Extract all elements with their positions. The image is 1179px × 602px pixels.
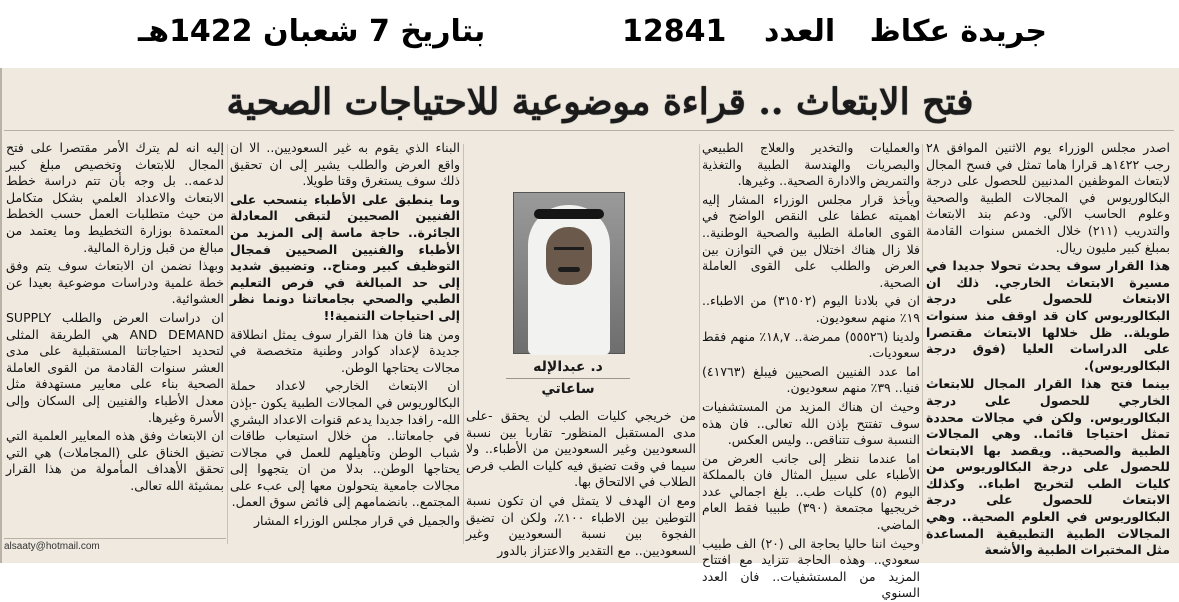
paragraph: ان الابتعاث وفق هذه المعايير العلمية التي تضيق الخناق على (المجاملات) هي التي تحقق الأهداف المأمولة من هذا القرار بمشيئة الله تعالى. [6, 428, 224, 493]
paragraph: من خريجي كليات الطب لن يحقق -على مدى المستقبل المنظور- تقاربا بين نسبة السعوديين وغير السعوديين من الأطباء.. ولا سيما في وقت تضيق فيه كليات الطب فرص الطلاب في الالتحاق بها. [466, 408, 696, 490]
paragraph: وبهذا نضمن ان الابتعاث سوف يتم وفق خطة علمية ودراسات موضوعية بعيدا عن العشوائية. [6, 258, 224, 307]
headline-rule [4, 130, 1174, 131]
paragraph: ان في بلادنا اليوم (٣١٥٠٢) من الاطباء.. ١٩٪ منهم سعوديون. [702, 293, 921, 325]
email-rule [4, 538, 226, 539]
newspaper-clipping [0, 68, 1179, 601]
column-divider [699, 144, 700, 544]
author-photo [513, 192, 625, 354]
paragraph: وما ينطبق على الأطباء ينسحب على الفنيين الصحيين لتبقى المعادلة الجائرة.. حاجة ماسة إلى المزيد من الأطباء والفنيين الصحيين فمجال التوظيف كبير ومتاح.. وتضييق شديد إلى حد المبالغة في فرص التعليم الطبي والصحي بجامعاتنا دونما نظر إلى احتياجات التنمية!! [230, 191, 460, 323]
article-headline: فتح الابتعاث .. قراءة موضوعية للاحتياجات الصحية [226, 81, 974, 123]
photo-agal [534, 209, 604, 219]
paragraph: ان الابتعاث الخارجي لاعداد حملة البكالوريوس في المجالات الطبية يكون -بإذن الله- رافدا جديدا يدعم قنوات الاعداد البشري في جامعاتنا.. من خلال استيعاب طاقات شباب الوطن وتأهيلهم للعمل في مجالات يحتاجها الوطن.. بدلا من ان يتجهوا إلى مجالات جامعية يتحولون معها إلى عبء على المجتمع.. بانضمامهم إلى فائض سوق العمل. [230, 378, 460, 510]
photo-eyes [554, 247, 584, 254]
article-column-1 [926, 140, 1170, 558]
paragraph: هذا القرار سوف يحدث تحولا جديدا في مسيرة الابتعاث الخارجي. ذلك ان الابتعاث للحصول على درجة البكالوريوس كان قد اوقف منذ سنوات طويلة.. ظل خلالها الابتعاث مقتصرا على الدراسات العليا (فوق درجة البكالوريوس). [926, 258, 1170, 373]
article-column-3 [466, 408, 696, 558]
article-column-2 [702, 140, 921, 601]
issue-number: 12841 [622, 14, 727, 49]
photo-mustache [558, 267, 580, 272]
paragraph: ولدينا (٥٥٥٢٦) ممرضة.. ١٨,٧٪ منهم فقط سعوديات. [702, 328, 921, 361]
article-column-4 [230, 140, 460, 550]
paragraph: اصدر مجلس الوزراء يوم الاثنين الموافق ٢٨ رجب ١٤٢٢هـ قرارا هاما تمثل في فسح المجال لابتعاث الموظفين المدنيين للحصول على درجة البكالوريوس في المجالات الطبية والصحية وعلوم الحاسب الآلي. ودعم بند الابتعاث والتدريب (٢١١) خلال الخمس سنوات القادمة بمبلغ كبير مليون ريال. [926, 140, 1170, 255]
paragraph: بينما فتح هذا القرار المجال للابتعاث الخارجي للحصول على درجة البكالوريوس. ولكن في مجالات محددة تمثل احتياجا قائما.. وهي المجالات الطبية والصحية.. ويقصد بها الابتعاث للحصول على درجة البكالوريوس من كليات الطب لتخريج اطباء.. وكذلك الابتعاث للحصول على درجة البكالوريوس في العلوم الصحية.. وهي المجالات الطبية التطبيقية المساعدة مثل المختبرات الطبية والأشعة [926, 376, 1170, 558]
paragraph: إليه انه لم يترك الأمر مقتصرا على فتح المجال للابتعاث وتخصيص مبلغ كبير لدعمه.. بل وجه بأن تتم دراسة خطط الابتعاث والاعداد العلمي بشكل متكامل من حيث متطلبات العمل حسب الخطط المعتمدة بوزارة التخطيط وما يعتمد من مبالغ من قبل وزارة المالية. [6, 140, 224, 255]
column-divider [463, 144, 464, 544]
paragraph: اما عندما ننظر إلى جانب العرض من الأطباء على سبيل المثال فان بالمملكة اليوم (٥) كليات طب.. بلغ اجمالي عدد خريجيها مجتمعة (٣٩٠) طبيبا فقط العام الماضي. [702, 450, 920, 533]
paragraph: البناء الذي يقوم به غير السعوديين.. الا ان واقع العرض والطلب يشير إلى ان تحقيق ذلك سوف يستغرق وقتا طويلا. [230, 140, 460, 189]
paragraph: ان دراسات العرض والطلب SUPPLY AND DEMAND هي الطريقة المثلى لتحديد احتياجاتنا المستقبلية على مدى العشر سنوات القادمة من القوى العاملة الصحية بناء على معايير مستهدفة مثل معدل الأطباء والفنيين إلى السكان وإلى الأسرة وغيرها. [6, 309, 224, 425]
paragraph: ومن هنا فان هذا القرار سوف يمثل انطلاقة جديدة لإعداد كوادر وطنية متخصصة في مجالات يحتاجها الوطن. [230, 326, 460, 375]
issue-date: بتاريخ 7 شعبان 1422هـ [138, 14, 486, 49]
paragraph: وحيث ان هناك المزيد من المستشفيات سوف تفتتح بإذن الله تعالى.. فان هذه النسبة سوف تتناقص.. وليس العكس. [702, 398, 920, 448]
author-caption: د. عبدالإله ساعاتي [506, 356, 630, 379]
clipping-edge [0, 68, 2, 563]
author-email[interactable]: alsaaty@hotmail.com [4, 541, 100, 552]
paragraph: وحيث اننا حاليا بحاجة الى (٢٠) الف طبيب سعودي.. وهذه الحاجة تتزايد مع افتتاح المزيد من المستشفيات.. فان العدد السنوي [702, 535, 921, 601]
photo-face [546, 227, 592, 285]
paragraph: اما عدد الفنيين الصحيين فيبلغ (٤١٧٦٣) فنيا.. ٣٩٪ منهم سعوديون. [702, 363, 920, 396]
paragraph: ومع ان الهدف لا يتمثل في ان تكون نسبة التوطين بين الاطباء ١٠٠٪، ولكن ان تضيق الفجوة بين نسبة السعوديين وغير السعوديين.. مع التقدير والاعتزاز بالدور [466, 492, 696, 558]
article-column-5 [6, 140, 224, 550]
paragraph: والعمليات والتخدير والعلاج الطبيعي والبصريات والهندسة الطبية والتغذية والتمريض والادارة الصحية.. وغيرها. [702, 140, 920, 189]
column-divider [227, 144, 228, 544]
column-divider [922, 144, 923, 544]
paragraph: ويأخذ قرار مجلس الوزراء المشار إليه اهميته عطفا على النقص الواضح في القوى العاملة الطبية والصحية الوطنية.. فلا زال هناك اختلال بين في التوازن بين العرض والطلب على القوى العاملة الصحية. [702, 191, 920, 290]
paragraph: والجميل في قرار مجلس الوزراء المشار [254, 513, 460, 529]
issue-label: العدد [764, 14, 836, 49]
masthead [0, 0, 1179, 68]
newspaper-name: جريدة عكاظ [869, 14, 1047, 49]
